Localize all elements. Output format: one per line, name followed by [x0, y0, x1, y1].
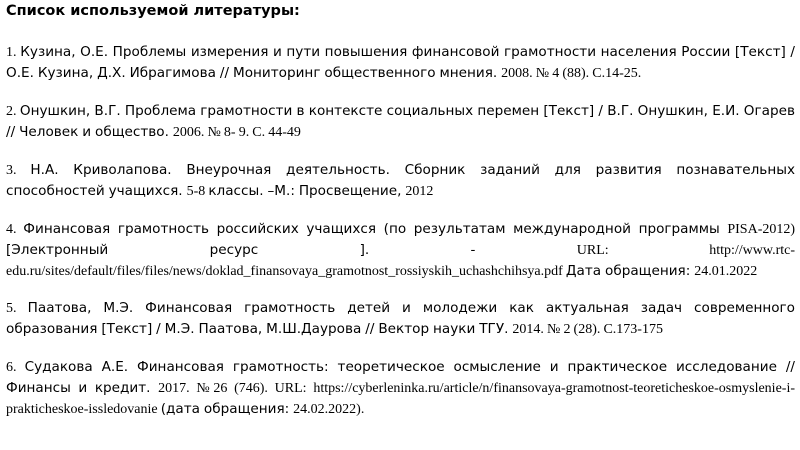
reference-text: 2014. № 2 (28). С.173-175: [512, 322, 663, 337]
reference-text: 2006. № 8- 9. С. 44-49: [172, 125, 301, 140]
reference-text: (дата обращения:: [160, 401, 294, 417]
reference-item: [6, 101, 795, 143]
reference-text: 2017. №26 (746). URL: https://cyberleninka.ru/article/n/finansovaya-gramotnost-teoreticheskoe-osmyslenie-i-prakticheskoe-issledovanie: [6, 381, 796, 417]
reference-text: 2.: [6, 104, 20, 119]
reference-text: 1.: [6, 45, 21, 60]
reference-item: [6, 357, 795, 420]
reference-text: [Электронный ресурс ]. -: [6, 242, 577, 258]
reference-text: 5-8: [186, 184, 209, 199]
reference-list: [6, 42, 795, 420]
reference-text: 3.: [6, 163, 31, 178]
reference-text: Кузина, О.Е. Проблемы измерения и пути повышения финансовой грамотности населения России [Текст] / О.Е. Кузина, Д.Х. Ибрагимова // Мониторинг общественного мнения.: [6, 44, 795, 81]
reference-text: 2008. № 4 (88). С.14-25.: [501, 66, 642, 81]
reference-text: классы. –М.: Просвещение,: [208, 183, 406, 199]
reference-text: Финансовая грамотность российских учащихся (по результатам международной программы: [23, 221, 728, 237]
reference-item: [6, 219, 795, 282]
reference-text: 2012: [405, 184, 434, 199]
reference-text: PISA-2012): [727, 222, 796, 237]
reference-text: 24.02.2022).: [293, 402, 365, 417]
reference-item: [6, 298, 795, 340]
reference-text: 5.: [6, 301, 28, 316]
reference-text: Дата обращения:: [565, 263, 695, 279]
reference-text: Судакова А.Е. Финансовая грамотность: теоретическое осмысление и практическое исследование // Финансы и кредит.: [6, 359, 795, 396]
reference-text: 24.01.2022: [694, 264, 758, 279]
reference-text: Паатова, М.Э. Финансовая грамотность детей и молодежи как актуальная задач современного образования [Текст] / М.Э. Паатова, М.Ш.Даурова // Вектор науки ТГУ.: [6, 300, 796, 337]
reference-item: [6, 160, 795, 202]
reference-text: 6.: [6, 360, 25, 375]
reference-item: [6, 42, 795, 84]
page-title: Список используемой литературы:: [6, 3, 300, 19]
reference-text: Онушкин, В.Г. Проблема грамотности в контексте социальных перемен [Текст] / В.Г. Онушкин, Е.И. Огарев // Человек и общество.: [6, 103, 795, 140]
reference-text: URL: http://www.rtc-edu.ru/sites/default/files/files/news/doklad_finansovaya_gramotnost_rossiyskih_uchashchihsya.pdf: [6, 243, 795, 279]
reference-text: Н.А. Криволапова. Внеурочная деятельность. Сборник заданий для развития познавательных способностей учащихся.: [6, 162, 795, 199]
reference-text: 4.: [6, 222, 24, 237]
